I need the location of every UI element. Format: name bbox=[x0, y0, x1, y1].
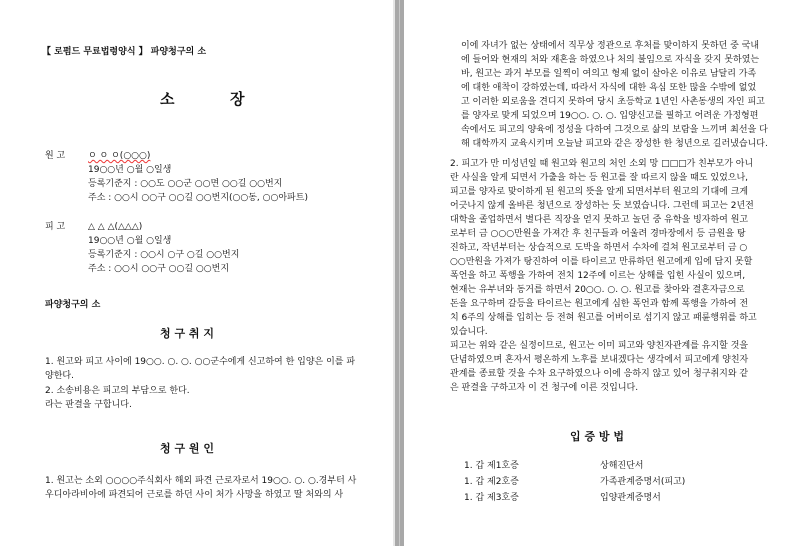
page-edge bbox=[393, 0, 395, 546]
evidence-heading: 입 증 방 법 bbox=[570, 430, 624, 443]
plaintiff-address: 주소 : ○○시 ○○구 ○○길 ○○번지(○○동, ○○아파트) bbox=[88, 193, 308, 203]
page-divider bbox=[399, 0, 400, 546]
body-line: 를 양자로 맞게 되었으며 19○○. ○. ○. 입양신고를 필하고 어려운 가정형편 bbox=[461, 111, 759, 121]
plaintiff-birth: 19○○년 ○월 ○일생 bbox=[88, 165, 172, 175]
claim-heading: 청 구 취 지 bbox=[160, 327, 214, 340]
doc-title-char-2: 장 bbox=[230, 90, 245, 108]
body-line: 치 6주의 상해를 입히는 등 전혀 원고를 어버이로 섬기지 않고 패륜행위를 하고 bbox=[450, 313, 757, 323]
body-line: 고 이러한 외로움을 견디지 못하여 당시 초등학교 1년인 사촌동생의 자인 피고 bbox=[461, 97, 765, 107]
defendant-address: 주소 : ○○시 ○○구 ○○길 ○○번지 bbox=[88, 264, 230, 274]
doc-title-char-1: 소 bbox=[160, 90, 175, 108]
claim-item-1: 1. 원고와 피고 사이에 19○○. ○. ○. ○○군수에게 신고하여 한 입양은 이를 파 bbox=[45, 357, 356, 367]
body-line: 진하고, 작년부터는 상습적으로 도박을 하면서 수차에 걸쳐 원고로부터 금 ○ bbox=[450, 243, 748, 253]
body-line: 폭언을 하고 폭행을 가하여 전치 12주에 이르는 상해를 입힌 사실이 있으며, bbox=[450, 271, 746, 281]
defendant-name: △ △ △(△△△) bbox=[88, 222, 143, 232]
body-line: 돈을 요구하며 갈등을 타이르는 원고에게 심한 폭언과 함께 폭행을 가하여 전 bbox=[450, 299, 749, 309]
body-line: 2. 피고가 만 미성년일 때 원고와 원고의 처인 소외 망 □□□가 친부모가 아니 bbox=[450, 159, 754, 169]
header-title: 【 로펌드 무료법령양식 】 파양청구의 소 bbox=[42, 47, 207, 57]
body-line: 이에 자녀가 없는 상태에서 직무상 정관으로 후처를 맞이하지 못하던 중 국내 bbox=[461, 41, 760, 51]
body-line: 관계를 종료할 것을 수차 요구하였으나 이에 응하지 않고 있어 청구취지와 같 bbox=[450, 369, 749, 379]
body-line: 단념하였으며 혼자서 평온하게 노후를 보내겠다는 생각에서 피고에게 양친자 bbox=[450, 355, 749, 365]
evidence-label: 1. 갑 제3호증 bbox=[464, 493, 519, 503]
evidence-label: 1. 갑 제2호증 bbox=[464, 477, 519, 487]
plaintiff-name: ㅇ ㅇ ㅇ(○○○) bbox=[88, 151, 151, 161]
defendant-label: 피 고 bbox=[45, 222, 66, 232]
body-line: 피고를 양자로 맞이하게 된 원고의 뜻을 알게 되면서부터 원고의 기대에 크게 bbox=[450, 187, 749, 197]
body-line: 은 판결을 구하고자 이 건 청구에 이른 것입니다. bbox=[450, 383, 639, 393]
body-line: 있습니다. bbox=[450, 327, 488, 337]
evidence-value: 가족관계증명서(피고) bbox=[600, 477, 686, 487]
body-line: 에 대한 애착이 강하였는데, 따라서 자식에 대한 욕심 또한 많을 수밖에 없었 bbox=[461, 83, 757, 93]
body-line: 어긋나지 않게 올바른 청년으로 장성하는 듯 보였습니다. 그런데 피고는 2년전 bbox=[450, 201, 754, 211]
claim-item-1-cont: 양한다. bbox=[45, 371, 74, 381]
claim-item-2: 2. 소송비용은 피고의 부담으로 한다. bbox=[45, 386, 190, 396]
body-line: 에 들어와 현재의 처와 재혼을 하였으나 처의 불임으로 자식을 갖지 못하였는 bbox=[461, 55, 760, 65]
evidence-value: 입양관계증명서 bbox=[600, 493, 661, 503]
defendant-birth: 19○○년 ○월 ○일생 bbox=[88, 236, 172, 246]
case-name: 파양청구의 소 bbox=[45, 300, 101, 310]
body-line: 해 대학까지 교육시키며 오늘날 피고와 같은 장성한 한 청년으로 길러냈습니다. bbox=[461, 139, 768, 149]
body-line: 현재는 유부녀와 동거를 하면서 20○○. ○. ○. 원고를 찾아와 결혼자금으로 bbox=[450, 285, 745, 295]
document-page-left bbox=[0, 0, 395, 546]
cause-heading: 청 구 원 인 bbox=[160, 442, 214, 455]
body-line: ○○만원을 가져가 탕진하여 이를 타이르고 만류하던 원고에게 입에 담지 못할 bbox=[450, 257, 753, 267]
plaintiff-label: 원 고 bbox=[45, 151, 66, 161]
body-line: 란 사실을 알게 되면서 가출을 하는 등 원고를 잘 따르지 않을 때도 있었으나, bbox=[450, 173, 749, 183]
document-page-right bbox=[404, 0, 800, 546]
body-line: 로부터 금 ○○○만원을 가져간 후 친구들과 어울려 경마장에서 등 금원을 탕 bbox=[450, 229, 746, 239]
body-line: 속에서도 피고의 양육에 정성을 다하여 그것으로 삶의 보람을 느끼며 최선을 다 bbox=[461, 125, 768, 135]
body-line: 피고는 위와 같은 실정이므로, 원고는 이미 피고와 양친자관계를 유지할 것을 bbox=[450, 341, 749, 351]
body-line: 바, 원고는 과거 부모를 일찍이 여의고 형제 없이 살아온 이유로 남달리 가족 bbox=[461, 69, 757, 79]
cause-line: 우디아라비아에 파견되어 근로를 하던 사이 처가 사망을 하였고 딸 처와의 사 bbox=[45, 490, 344, 500]
body-line: 대학을 졸업하면서 별다른 직장을 얻지 못하고 놀던 중 유학을 빙자하여 원고 bbox=[450, 215, 749, 225]
plaintiff-registry: 등록기준지 : ○○도 ○○군 ○○면 ○○길 ○○번지 bbox=[88, 179, 283, 189]
evidence-value: 상해진단서 bbox=[600, 461, 644, 471]
defendant-registry: 등록기준지 : ○○시 ○구 ○길 ○○번지 bbox=[88, 250, 240, 260]
claim-conclusion: 라는 판결을 구합니다. bbox=[45, 400, 132, 410]
evidence-label: 1. 갑 제1호증 bbox=[464, 461, 519, 471]
cause-line: 1. 원고는 소외 ○○○○주식회사 해외 파견 근로자로서 19○○. ○. ○.경부터 사 bbox=[45, 476, 357, 486]
